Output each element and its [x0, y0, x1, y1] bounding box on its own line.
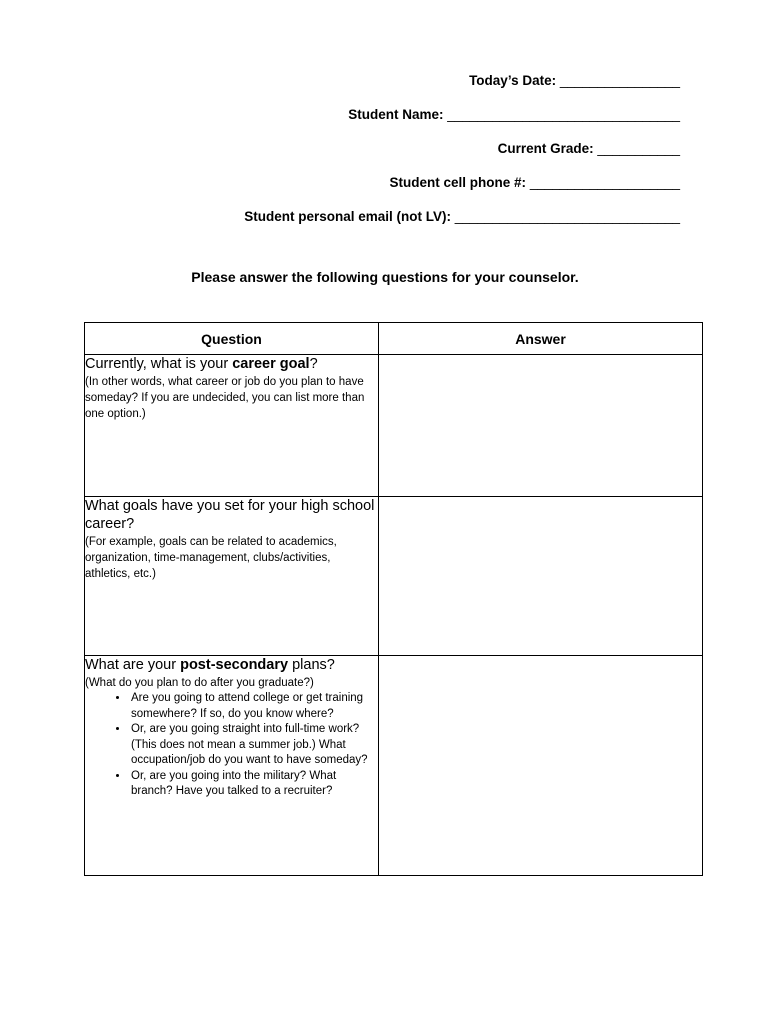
question-text-part: ? — [309, 356, 318, 372]
todays-date-label: Today’s Date: — [469, 73, 557, 88]
question-hint: (In other words, what career or job do you plan to have someday? If you are undecided, you can list more than one option.) — [85, 376, 365, 420]
current-grade-field[interactable]: ___________ — [597, 141, 680, 156]
list-item: • Or, are you going straight into full-time work? (This does not mean a summer job.) What occupation/job do you want to have someday? — [129, 722, 378, 769]
personal-email-label: Student personal email (not LV): — [244, 209, 451, 224]
list-item: • Are you going to attend college or get training somewhere? If so, do you know where? — [129, 691, 378, 722]
question-text-part: Currently, what is your — [85, 356, 233, 372]
question-emphasis: career goal — [232, 356, 310, 372]
question-cell — [85, 355, 379, 497]
question-hint: (For example, goals can be related to academics, organization, time-management, clubs/activities, athletics, etc.) — [85, 536, 337, 580]
question-answer-table — [84, 322, 703, 876]
question-text-part: What goals have you set for your high school career? — [85, 498, 375, 532]
student-name-field[interactable]: _______________________________ — [447, 107, 680, 122]
personal-email-field[interactable]: ______________________________ — [454, 209, 680, 224]
question-emphasis: post-secondary — [180, 657, 289, 673]
list-item: • Or, are you going into the military? What branch? Have you talked to a recruiter? — [129, 769, 378, 800]
answer-cell[interactable] — [379, 355, 703, 497]
answer-cell[interactable] — [379, 497, 703, 656]
question-text — [85, 497, 378, 533]
question-text — [85, 656, 378, 674]
answer-column-header: Answer — [379, 323, 703, 355]
table-row-post-secondary — [85, 656, 703, 876]
current-grade-label: Current Grade: — [497, 141, 594, 156]
student-name-line — [244, 106, 680, 140]
cell-phone-line — [244, 174, 680, 208]
question-cell — [85, 497, 379, 656]
student-info-header — [244, 72, 680, 242]
table-header-row — [85, 323, 703, 355]
answer-cell[interactable] — [379, 656, 703, 876]
table-row-high-school-goals — [85, 497, 703, 656]
cell-phone-label: Student cell phone #: — [389, 175, 527, 190]
question-text-part: What are your — [85, 657, 181, 673]
current-grade-line — [244, 140, 680, 174]
question-cell — [85, 656, 379, 876]
instruction-text: Please answer the following questions for your counselor. — [191, 269, 579, 285]
student-name-label: Student Name: — [348, 107, 444, 122]
personal-email-line — [244, 208, 680, 242]
question-hint: (What do you plan to do after you graduate?) — [85, 677, 314, 689]
todays-date-field[interactable]: ________________ — [559, 73, 680, 88]
question-text-part: plans? — [288, 657, 335, 673]
todays-date-line — [244, 72, 680, 106]
cell-phone-field[interactable]: ____________________ — [529, 175, 680, 190]
question-column-header: Question — [85, 323, 379, 355]
post-secondary-options-list — [85, 691, 378, 800]
question-text — [85, 355, 378, 373]
table-row-career-goal — [85, 355, 703, 497]
